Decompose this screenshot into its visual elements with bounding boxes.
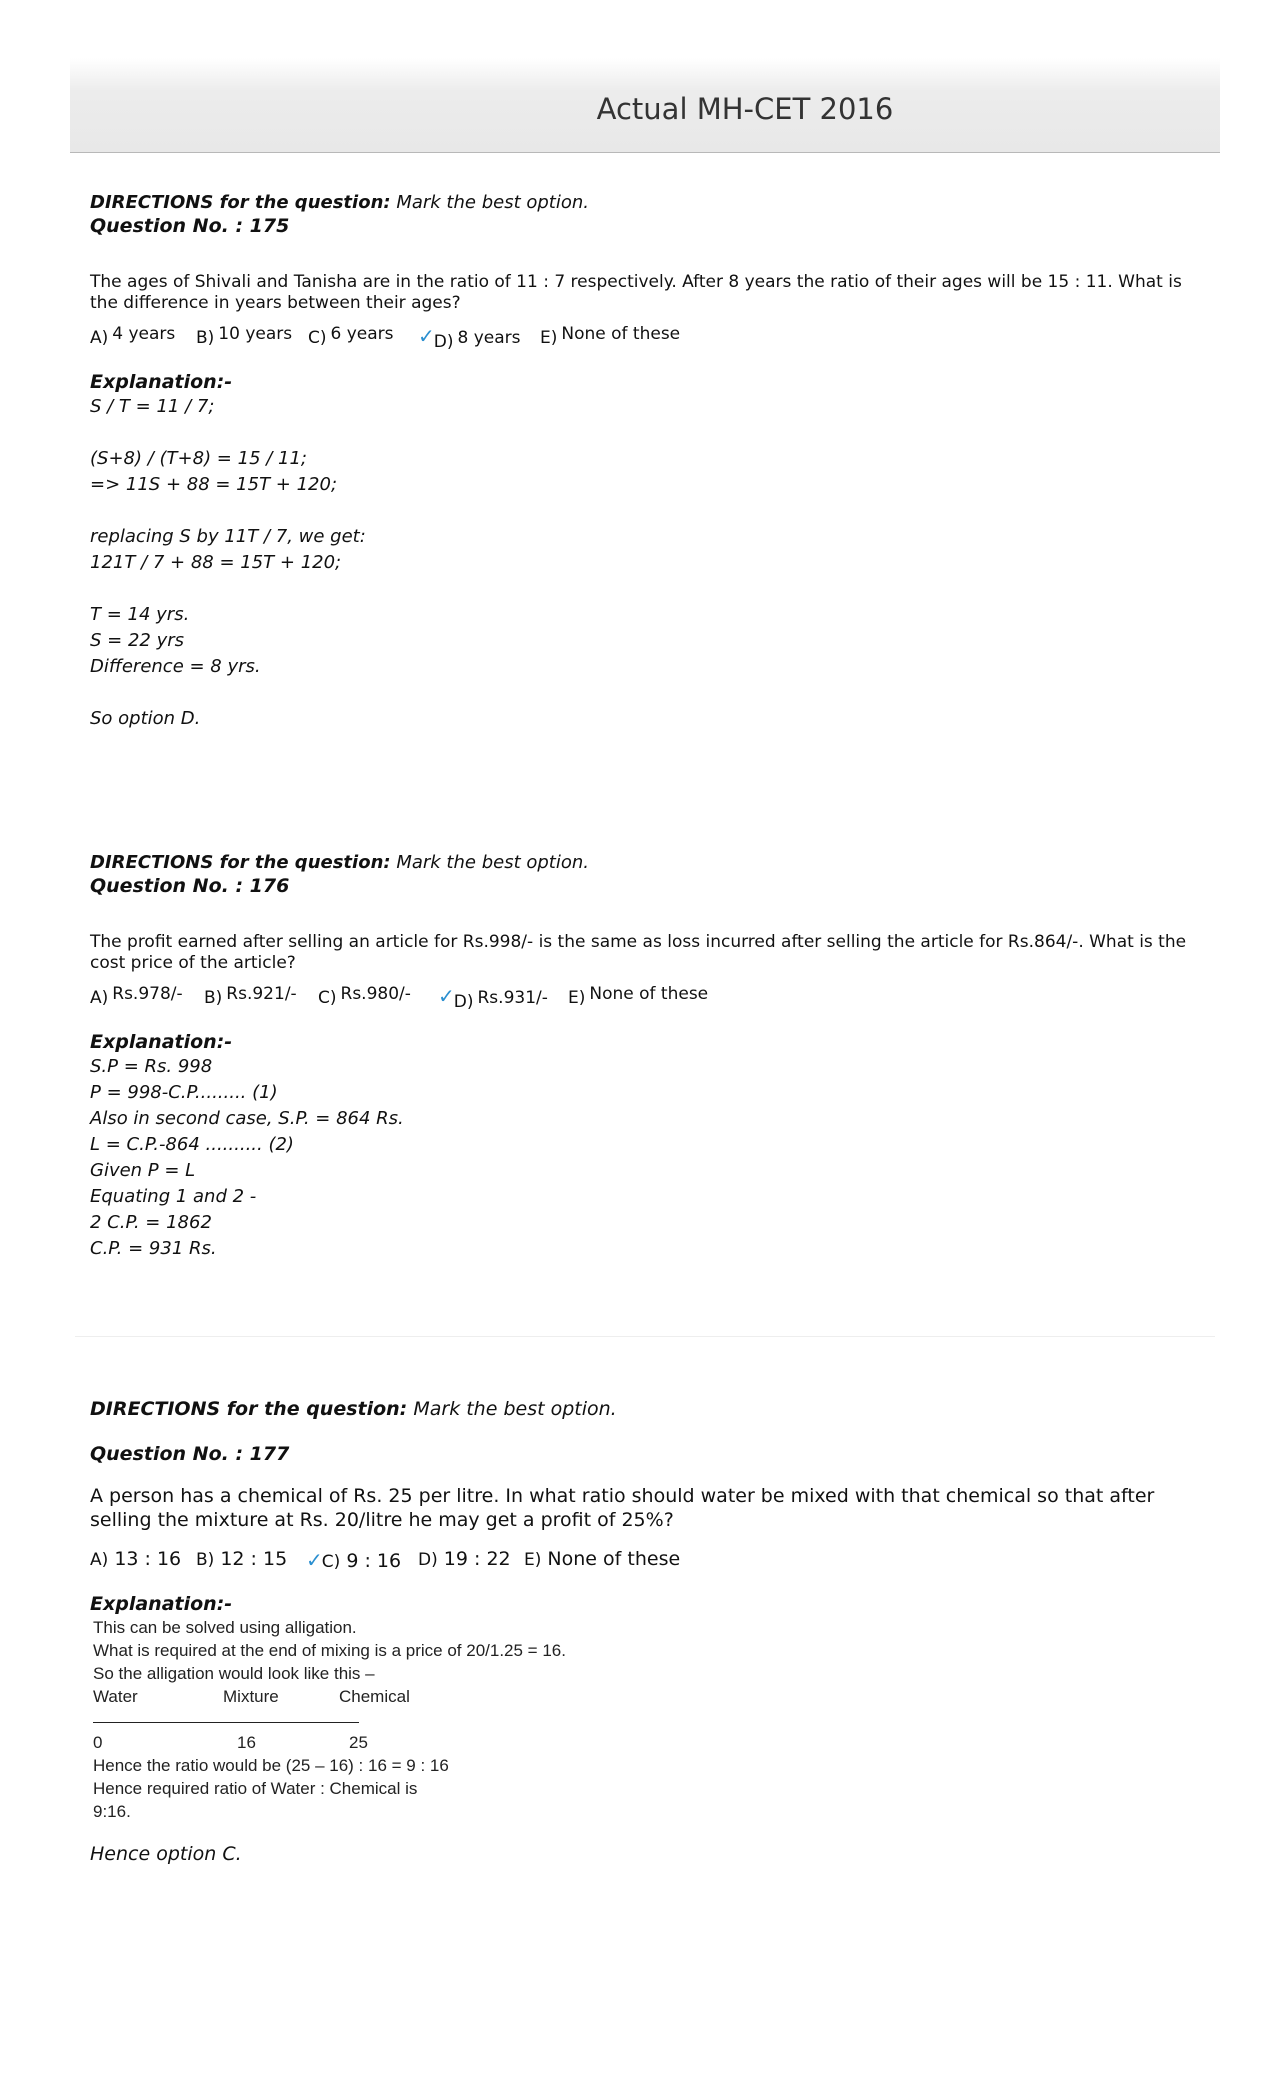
explanation-line: T = 14 yrs. <box>90 604 190 625</box>
options-row <box>90 984 1200 1014</box>
directions <box>90 852 1200 874</box>
explanation-line: So the alligation would look like this – <box>93 1664 375 1683</box>
explanation-line: replacing S by 11T / 7, we get: <box>90 526 366 547</box>
explanation-line: 2 C.P. = 1862 <box>90 1212 212 1233</box>
explanation-heading: Explanation:- <box>90 1031 233 1053</box>
explanation-body <box>90 394 1200 732</box>
alligation-value-cell: 25 <box>349 1733 368 1752</box>
explanation-body <box>93 1616 1200 1823</box>
explanation-line <box>90 498 1200 524</box>
explanation-line <box>90 420 1200 446</box>
option-b[interactable]: B) 10 years <box>196 324 293 348</box>
check-icon: ✓ <box>438 984 455 1008</box>
explanation-heading: Explanation:- <box>90 1593 233 1615</box>
explanation-line: P = 998-C.P......... (1) <box>90 1082 278 1103</box>
question-text: The profit earned after selling an article for Rs.998/- is the same as loss incurred after selling the article for Rs.864/-. What is the cost price of the article? <box>90 932 1187 973</box>
explanation-line: Also in second case, S.P. = 864 Rs. <box>90 1108 404 1129</box>
question-number: Question No. : 177 <box>90 1443 290 1465</box>
option-e[interactable]: E) None of these <box>540 324 681 348</box>
explanation-line: What is required at the end of mixing is a price of 20/1.25 = 16. <box>93 1641 566 1660</box>
question-block-176 <box>90 852 1200 1262</box>
explanation-line: Given P = L <box>90 1160 196 1181</box>
alligation-value-row <box>93 1731 1200 1754</box>
explanation-line: C.P. = 931 Rs. <box>90 1238 217 1259</box>
option-c[interactable]: C) Rs.980/- <box>318 984 411 1008</box>
check-icon: ✓ <box>306 1548 323 1572</box>
explanation-line: Hence the ratio would be (25 – 16) : 16 = 9 : 16 <box>93 1756 449 1775</box>
option-d[interactable]: ✓D) 8 years <box>418 324 521 352</box>
question-number: Question No. : 175 <box>90 215 290 237</box>
option-a[interactable]: A) 4 years <box>90 324 176 348</box>
option-e[interactable]: E) None of these <box>524 1548 681 1570</box>
directions <box>90 192 1200 214</box>
option-d[interactable]: D) 19 : 22 <box>418 1548 511 1570</box>
explanation-line: (S+8) / (T+8) = 15 / 11; <box>90 448 307 469</box>
question-number: Question No. : 176 <box>90 875 290 897</box>
alligation-value-cell: 0 <box>93 1733 103 1752</box>
check-icon: ✓ <box>418 324 435 348</box>
directions-text: Mark the best option. <box>413 1398 617 1420</box>
options-row <box>90 1548 1200 1578</box>
explanation-line: => 11S + 88 = 15T + 120; <box>90 474 338 495</box>
directions-text: Mark the best option. <box>396 852 589 873</box>
directions-label: DIRECTIONS for the question: <box>90 852 391 873</box>
alligation-header-cell: Chemical <box>339 1687 410 1706</box>
section-divider <box>75 1336 1215 1337</box>
explanation-line: Difference = 8 yrs. <box>90 656 261 677</box>
explanation-line: This can be solved using alligation. <box>93 1618 357 1637</box>
explanation-heading: Explanation:- <box>90 371 233 393</box>
explanation-conclusion: Hence option C. <box>90 1843 242 1865</box>
alligation-header-cell: Mixture <box>223 1687 279 1706</box>
explanation-body <box>90 1054 1200 1262</box>
directions <box>90 1398 1200 1420</box>
option-e[interactable]: E) None of these <box>568 984 709 1008</box>
option-b[interactable]: B) Rs.921/- <box>204 984 297 1008</box>
alligation-header-row <box>93 1685 1200 1708</box>
explanation-line <box>90 576 1200 602</box>
option-a[interactable]: A) 13 : 16 <box>90 1548 182 1570</box>
option-b[interactable]: B) 12 : 15 <box>196 1548 288 1570</box>
explanation-line: L = C.P.-864 .......... (2) <box>90 1134 294 1155</box>
question-block-175 <box>90 192 1200 732</box>
question-text: The ages of Shivali and Tanisha are in the ratio of 11 : 7 respectively. After 8 years the ratio of their ages will be 15 : 11. What is the difference in years between their ages? <box>90 272 1182 313</box>
explanation-line: Hence required ratio of Water : Chemical is <box>93 1779 418 1798</box>
option-c[interactable]: ✓C) 9 : 16 <box>306 1548 402 1572</box>
page-header <box>70 58 1220 153</box>
alligation-header-cell: Water <box>93 1687 138 1706</box>
question-block-177 <box>90 1398 1200 1867</box>
question-text: A person has a chemical of Rs. 25 per litre. In what ratio should water be mixed with that chemical so that after selling the mixture at Rs. 20/litre he may get a profit of 25%? <box>90 1485 1155 1531</box>
directions-text: Mark the best option. <box>396 192 589 213</box>
explanation-line: S = 22 yrs <box>90 630 185 651</box>
option-c[interactable]: C) 6 years <box>308 324 394 348</box>
explanation-line: So option D. <box>90 708 201 729</box>
explanation-line: S / T = 11 / 7; <box>90 396 215 417</box>
options-row <box>90 324 1200 354</box>
explanation-line: S.P = Rs. 998 <box>90 1056 213 1077</box>
explanation-line: 9:16. <box>93 1802 131 1821</box>
directions-label: DIRECTIONS for the question: <box>90 1398 408 1420</box>
explanation-line: 121T / 7 + 88 = 15T + 120; <box>90 552 342 573</box>
directions-label: DIRECTIONS for the question: <box>90 192 391 213</box>
explanation-line <box>90 680 1200 706</box>
alligation-value-cell: 16 <box>237 1733 256 1752</box>
alligation-rule <box>93 1708 1200 1731</box>
option-a[interactable]: A) Rs.978/- <box>90 984 183 1008</box>
option-d[interactable]: ✓D) Rs.931/- <box>438 984 548 1012</box>
page-title: Actual MH-CET 2016 <box>596 92 894 126</box>
explanation-line: Equating 1 and 2 - <box>90 1186 257 1207</box>
